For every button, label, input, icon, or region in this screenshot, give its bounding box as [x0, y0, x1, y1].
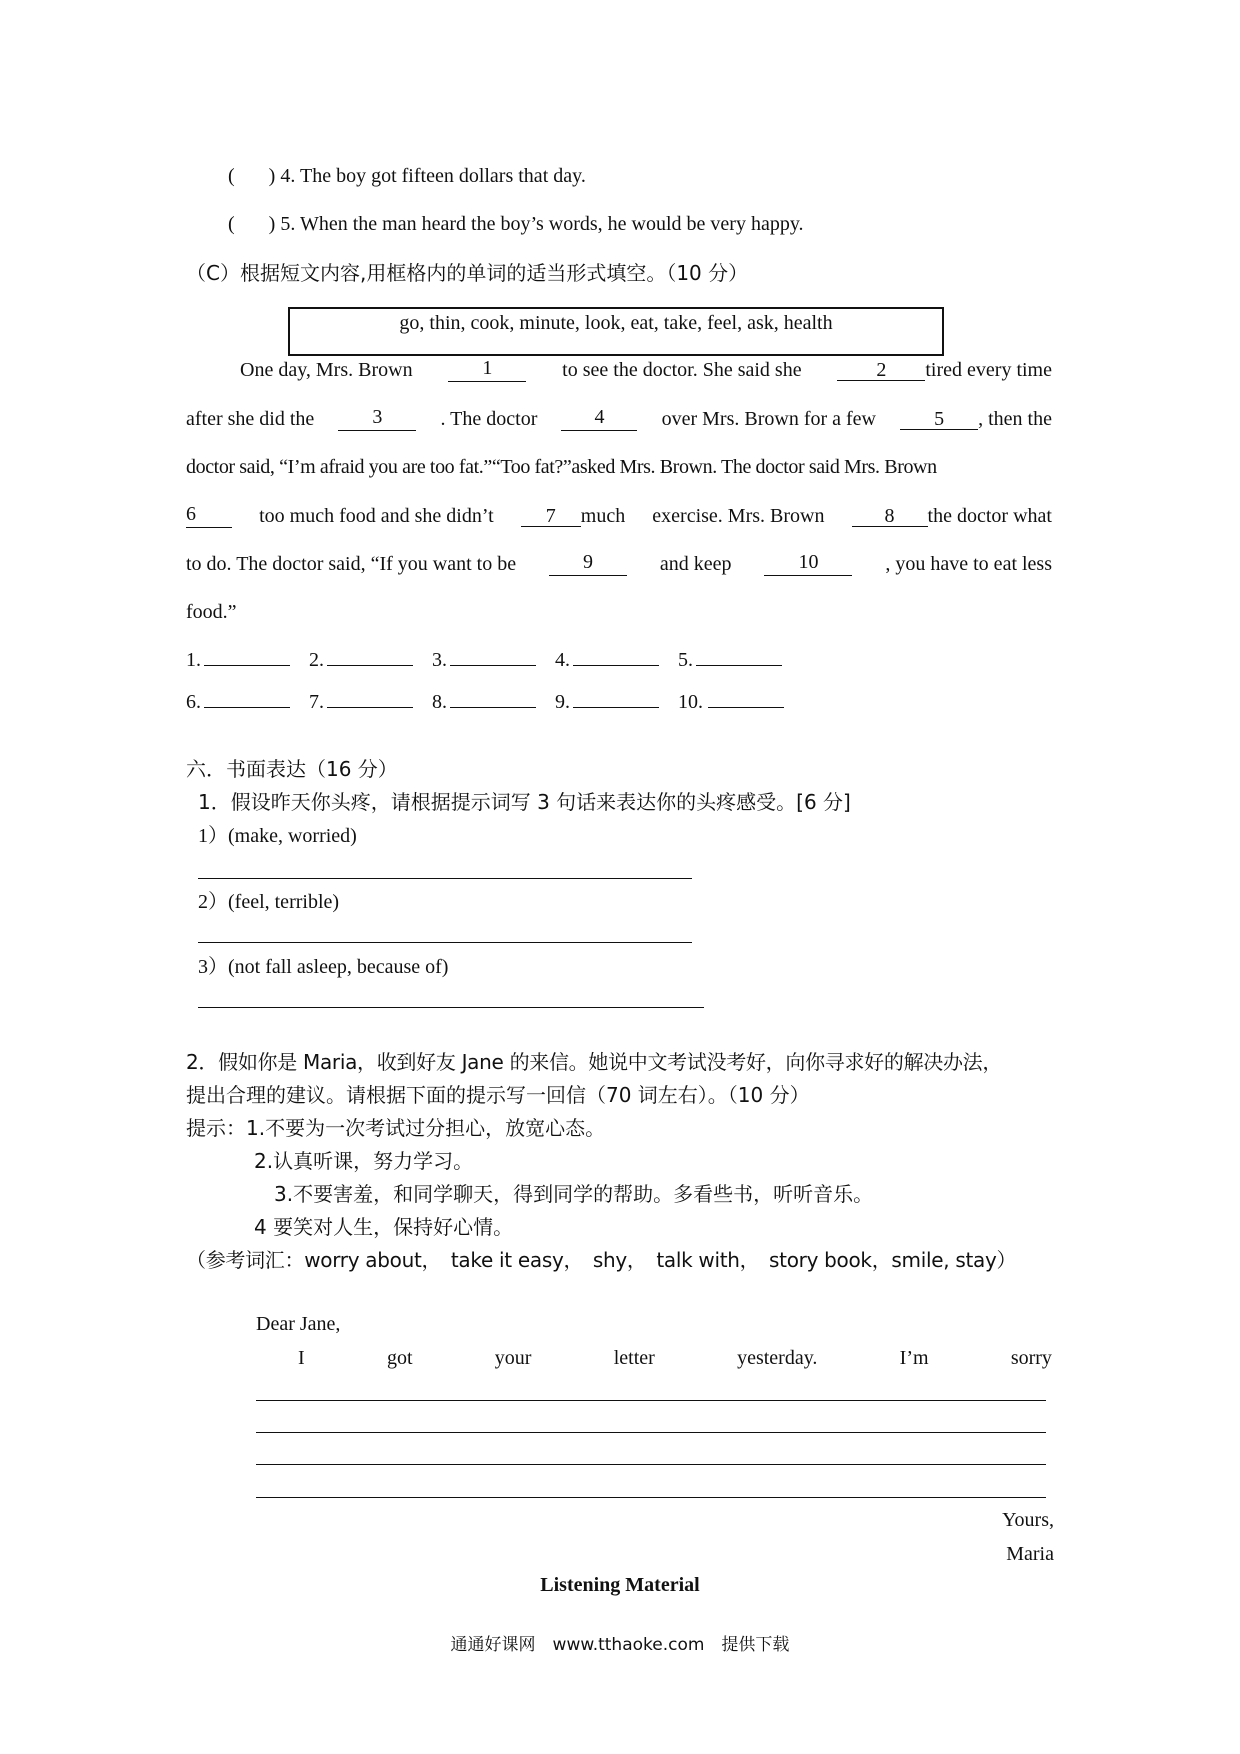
passage-line-4: 6 too much food and she didn’t 7 much exercise. Mrs. Brown 8 the doctor what [186, 503, 1052, 527]
answer-label: 5. [678, 649, 693, 671]
tf-paren-open[interactable]: ( [228, 213, 235, 235]
answer-blank[interactable] [204, 665, 290, 666]
tf-item-4 [228, 164, 586, 188]
blank-1[interactable]: 1 [448, 358, 526, 382]
answer-blank[interactable] [573, 665, 659, 666]
answer-label: 8. [432, 691, 447, 713]
blank-4[interactable]: 4 [561, 407, 637, 431]
answer-blank[interactable] [573, 707, 659, 708]
letter-line-1[interactable] [256, 1400, 1046, 1401]
q2-tip-3: 3.不要害羞，和同学聊天，得到同学的帮助。多看些书，听听音乐。 [274, 1182, 874, 1206]
q1-answer-line-3[interactable] [198, 1007, 704, 1008]
q2-prompt-line-1: 2．假如你是 Maria，收到好友 Jane 的来信。她说中文考试没考好，向你寻求好的解决办法， [186, 1050, 1003, 1074]
blank-9[interactable]: 9 [549, 552, 627, 576]
blank-8[interactable]: 8 [852, 506, 928, 527]
word-box [288, 307, 944, 356]
answer-blank[interactable] [327, 665, 413, 666]
answer-label: 2. [309, 649, 324, 671]
answer-blank[interactable] [450, 707, 536, 708]
letter-greeting: Dear Jane, [256, 1313, 341, 1335]
answer-blank[interactable] [327, 707, 413, 708]
letter-closing: Yours, [1002, 1509, 1054, 1531]
q1-hint-2: 2）(feel, terrible) [198, 891, 340, 913]
blank-7[interactable]: 7 [521, 506, 581, 527]
word-box-text: go, thin, cook, minute, look, eat, take, feel, ask, health [399, 312, 833, 334]
answer-label: 6. [186, 691, 201, 713]
passage-line-6: food.” [186, 601, 237, 623]
letter-line-2[interactable] [256, 1432, 1046, 1433]
answer-label: 1. [186, 649, 201, 671]
answer-label: 10. [678, 691, 703, 713]
answer-label: 3. [432, 649, 447, 671]
footer-source: 通通好课网 www.tthaoke.com 提供下载 [450, 1635, 790, 1655]
q2-tip-1: 提示：1.不要为一次考试过分担心，放宽心态。 [186, 1116, 606, 1140]
tf-paren-open[interactable]: ( [228, 165, 235, 187]
tf-statement: 4. The boy got fifteen dollars that day. [280, 165, 586, 187]
q2-tip-4: 4 要笑对人生，保持好心情。 [254, 1215, 514, 1239]
passage-line-1: One day, Mrs. Brown 1 to see the doctor. She said she 2 tired every time [240, 357, 1052, 381]
blank-6[interactable]: 6 [186, 504, 232, 528]
q2-tip-2: 2.认真听课，努力学习。 [254, 1149, 474, 1173]
letter-signature: Maria [1006, 1543, 1054, 1565]
passage-line-3: doctor said, “I’m afraid you are too fat.”“Too fat?”asked Mrs. Brown. The doctor said Mrs. Brown [186, 456, 937, 478]
q1-hint-3: 3）(not fall asleep, because of) [198, 956, 449, 978]
q2-vocab: （参考词汇：worry about， take it easy， shy， talk with， story book，smile, stay） [186, 1248, 1017, 1272]
section-6-heading: 六．书面表达（16 分） [186, 757, 398, 781]
letter-line-3[interactable] [256, 1464, 1046, 1465]
q1-answer-line-1[interactable] [198, 878, 692, 879]
blank-5[interactable]: 5 [900, 409, 978, 430]
answer-label: 9. [555, 691, 570, 713]
answer-label: 4. [555, 649, 570, 671]
answer-row-2 [186, 690, 784, 714]
letter-line-4[interactable] [256, 1497, 1046, 1498]
tf-item-5 [228, 212, 804, 236]
answer-label: 7. [309, 691, 324, 713]
answer-row-1 [186, 648, 782, 672]
blank-3[interactable]: 3 [338, 407, 416, 431]
q2-prompt-line-2: 提出合理的建议。请根据下面的提示写一回信（70 词左右）。（10 分） [186, 1083, 810, 1107]
answer-blank[interactable] [450, 665, 536, 666]
answer-blank[interactable] [696, 665, 782, 666]
blank-10[interactable]: 10 [764, 552, 852, 576]
answer-blank[interactable] [204, 707, 290, 708]
q1-prompt: 1．假设昨天你头疼，请根据提示词写 3 句话来表达你的头疼感受。[6 分] [198, 790, 851, 814]
letter-opening-line: I got your letter yesterday. I’m sorry [298, 1347, 1052, 1369]
listening-material-title: Listening Material [540, 1574, 700, 1596]
tf-paren-close: ) [268, 213, 276, 235]
tf-paren-close: ) [268, 165, 276, 187]
q1-answer-line-2[interactable] [198, 942, 692, 943]
section-c-heading: （C）根据短文内容,用框格内的单词的适当形式填空。（10 分） [186, 261, 749, 285]
passage-line-5: to do. The doctor said, “If you want to be 9 and keep 10 , you have to eat less [186, 551, 1052, 575]
q1-hint-1: 1）(make, worried) [198, 825, 357, 847]
tf-statement: 5. When the man heard the boy’s words, he would be very happy. [280, 213, 804, 235]
blank-2[interactable]: 2 [837, 360, 925, 381]
answer-blank[interactable] [708, 707, 784, 708]
passage-line-2: after she did the 3 . The doctor 4 over Mrs. Brown for a few 5 , then the [186, 406, 1052, 430]
